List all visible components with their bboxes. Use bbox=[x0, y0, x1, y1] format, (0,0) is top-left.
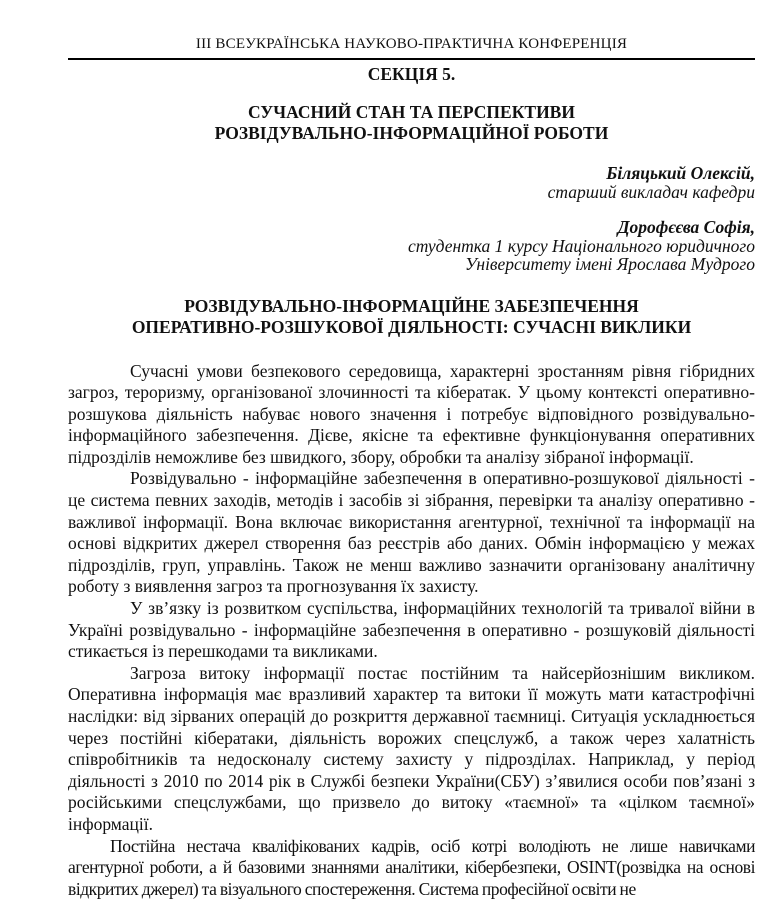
author-affiliation: старший викладач кафедри bbox=[547, 181, 755, 202]
section-title: СУЧАСНИЙ СТАН ТА ПЕРСПЕКТИВИ РОЗВІДУВАЛЬНО-ІНФОРМАЦІЙНОЇ РОБОТИ bbox=[214, 102, 609, 143]
section-label: СЕКЦІЯ 5. bbox=[367, 64, 456, 84]
paragraph: Загроза витоку інформації постає постійним та найсерйознішим викликом. Оперативна інформація має вразливий характер та витоки її можуть мати катастрофічні наслідки: від зірваних операцій до розкриття державної таємниці. Ситуація ускладнюється через постійні кібератаки, діяльність ворожих спецслужб, а також через халатність співробітників та недосконалу систему захисту у підрозділах. Наприклад, у період діяльності з 2010 по 2014 рік в Службі безпеки України(СБУ) з’явилися особи пов’язані з російськими спецслужбами, що призвело до витоку «таємної» та «цілком таємної» інформації. bbox=[68, 662, 755, 834]
paragraph: Постійна нестача кваліфікованих кадрів, осіб котрі володіють не лише навичками агентурної роботи, а й базовими знаннями аналітики, кібербезпеки, OSINT(розвідка на основі відкритих джерел) та візуального спостереження. Система професійної освіти не bbox=[68, 835, 755, 899]
authors-block bbox=[68, 164, 755, 274]
author-name: Дорофєєва Софія, bbox=[617, 217, 755, 237]
article-body bbox=[68, 361, 755, 901]
paragraph: Сучасні умови безпекового середовища, характерні зростанням рівня гібридних загроз, тероризму, організованої злочинності та кібератак. У цьому контексті оперативно-розшукова діяльність набуває нового значення і потребує відповідного розвідувально-інформаційного забезпечення. Дієве, якісне та ефективне функціонування оперативних підрозділів неможливе без швидкого, збору, обробки та аналізу зібраної інформації. bbox=[68, 360, 755, 467]
paragraph: Розвідувально - інформаційне забезпечення в оперативно-розшукової діяльності - це система певних заходів, методів і засобів зі зібрання, перевірки та аналізу оперативно - важливої інформації. Вона включає використання агентурної, технічної та інформації на основі відкритих джерел створення баз реєстрів або даних. Обмін інформацією у межах підрозділів, груп, управлінь. Також не менш важливо зазначити організовану аналітичну роботу з виявлення загроз та прогнозування їх захисту. bbox=[68, 468, 755, 597]
author-entry bbox=[68, 218, 755, 274]
paragraph: У зв’язку із розвитком суспільства, інформаційних технологій та тривалої війни в Україні розвідувально - інформаційне забезпечення в оперативно - розшуковій діяльності стикається із перешкодами та викликами. bbox=[68, 598, 755, 662]
page-header bbox=[68, 36, 755, 144]
article-title: РОЗВІДУВАЛЬНО-ІНФОРМАЦІЙНЕ ЗАБЕЗПЕЧЕННЯ ОПЕРАТИВНО-РОЗШУКОВОЇ ДІЯЛЬНОСТІ: СУЧАСНІ ВИКЛИКИ bbox=[131, 295, 692, 337]
author-affiliation: студентка 1 курсу Національного юридичного Університету імені Ярослава Мудрого bbox=[407, 235, 755, 274]
conference-header: ІІІ ВСЕУКРАЇНСЬКА НАУКОВО-ПРАКТИЧНА КОНФЕРЕНЦІЯ bbox=[68, 36, 755, 60]
author-entry bbox=[68, 164, 755, 201]
author-name: Біляцький Олексій, bbox=[606, 163, 755, 183]
